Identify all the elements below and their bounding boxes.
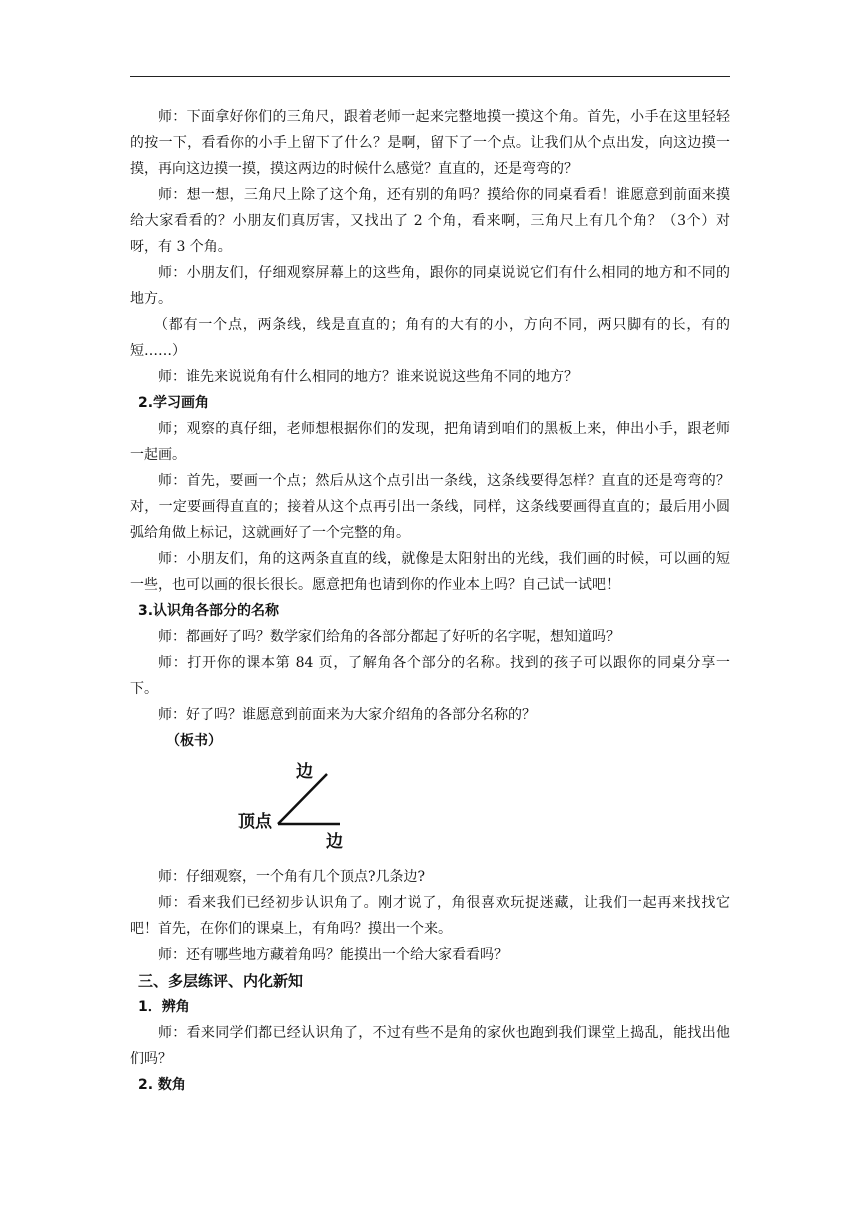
paragraph: （都有一个点，两条线，线是直直的；角有的大有的小，方向不同，两只脚有的长，有的短……） bbox=[130, 317, 730, 359]
subheading-drawing-angles: 2.学习画角 bbox=[138, 395, 210, 411]
side-bottom-label: 边 bbox=[326, 832, 343, 852]
paragraph: 师：想一想，三角尺上除了这个角，还有别的角吗？摸给你的同桌看看！谁愿意到前面来摸给大家看看的？小朋友们真厉害，又找出了 2 个角，看来啊，三角尺上有几个角？（3个）对呀，有 3 个角。 bbox=[130, 187, 730, 255]
subheading-identify-angles: 1．辨角 bbox=[138, 999, 190, 1015]
paragraph: 师：小朋友们，角的这两条直直的线，就像是太阳射出的光线，我们画的时候，可以画的短一些，也可以画的很长很长。愿意把角也请到你的作业本上吗？自己试一试吧！ bbox=[130, 551, 730, 593]
paragraph: 师：小朋友们，仔细观察屏幕上的这些角，跟你的同桌说说它们有什么相同的地方和不同的地方。 bbox=[130, 265, 730, 307]
header-rule bbox=[130, 76, 730, 77]
paragraph: 师：仔细观察，一个角有几个顶点?几条边? bbox=[158, 869, 426, 885]
paragraph: 师：打开你的课本第 84 页，了解角各个部分的名称。找到的孩子可以跟你的同桌分享一下。 bbox=[130, 655, 730, 697]
paragraph: 师：首先，要画一个点；然后从这个点引出一条线，这条线要得怎样？直直的还是弯弯的？对，一定要画得直直的；接着从这个点再引出一条线，同样，这条线要画得直直的；最后用小圆弧给角做上标记，这就画好了一个完整的角。 bbox=[130, 473, 730, 541]
paragraph: 师：看来我们已经初步认识角了。刚才说了，角很喜欢玩捉迷藏，让我们一起再来找找它吧！首先，在你们的课桌上，有角吗？摸出一个来。 bbox=[130, 895, 730, 937]
section-heading-practice: 三、多层练评、内化新知 bbox=[138, 972, 304, 990]
paragraph: 师：看来同学们都已经认识角了，不过有些不是角的家伙也跑到我们课堂上捣乱，能找出他们吗？ bbox=[130, 1025, 730, 1067]
angle-diagram bbox=[130, 754, 730, 864]
side-top-label: 边 bbox=[296, 762, 313, 782]
angle-figure bbox=[130, 754, 730, 864]
subheading-angle-parts: 3.认识角各部分的名称 bbox=[138, 603, 280, 619]
paragraph: 师：好了吗？谁愿意到前面来为大家介绍角的各部分名称的？ bbox=[158, 707, 536, 723]
paragraph: 师；观察的真仔细，老师想根据你们的发现，把角请到咱们的黑板上来，伸出小手，跟老师一起画。 bbox=[130, 421, 730, 463]
board-label: （板书） bbox=[166, 733, 222, 749]
paragraph: 师：下面拿好你们的三角尺，跟着老师一起来完整地摸一摸这个角。首先，小手在这里轻轻的按一下，看看你的小手上留下了什么？是啊，留下了一个点。让我们从个点出发，向这边摸一摸，再向这边摸一摸，摸这两边的时候什么感觉？直直的，还是弯弯的？ bbox=[130, 109, 730, 177]
paragraph: 师：还有哪些地方藏着角吗？能摸出一个给大家看看吗？ bbox=[158, 947, 508, 963]
subheading-count-angles: 2. 数角 bbox=[138, 1077, 186, 1093]
document-body bbox=[130, 104, 730, 1098]
vertex-label: 顶点 bbox=[238, 812, 272, 832]
paragraph: 师：都画好了吗？数学家们给角的各部分都起了好听的名字呢，想知道吗？ bbox=[158, 629, 620, 645]
paragraph: 师：谁先来说说角有什么相同的地方？谁来说说这些角不同的地方？ bbox=[158, 369, 578, 385]
